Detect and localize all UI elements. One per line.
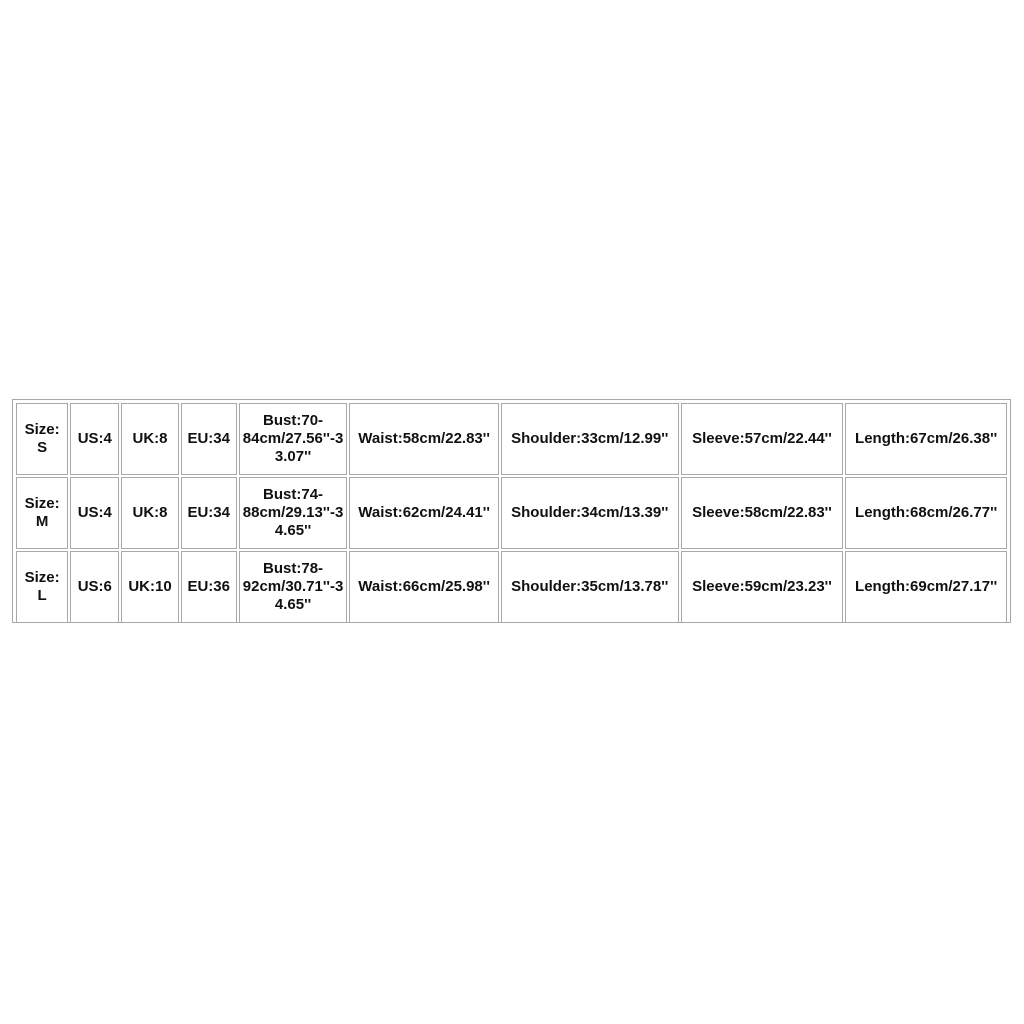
waist-cell: Waist:62cm/24.41'' bbox=[349, 477, 499, 549]
length-cell: Length:67cm/26.38'' bbox=[845, 403, 1007, 475]
bust-cell: Bust:70-84cm/27.56''-33.07'' bbox=[239, 403, 347, 475]
size-row-l bbox=[16, 551, 1007, 623]
eu-size-cell: EU:34 bbox=[181, 403, 237, 475]
sleeve-cell: Sleeve:59cm/23.23'' bbox=[681, 551, 844, 623]
eu-size-cell: EU:36 bbox=[181, 551, 237, 623]
size-row-s bbox=[16, 403, 1007, 475]
size-cell: Size: M bbox=[16, 477, 68, 549]
sleeve-cell: Sleeve:57cm/22.44'' bbox=[681, 403, 844, 475]
uk-size-cell: UK:10 bbox=[121, 551, 178, 623]
us-size-cell: US:4 bbox=[70, 403, 119, 475]
waist-cell: Waist:66cm/25.98'' bbox=[349, 551, 499, 623]
size-cell: Size: S bbox=[16, 403, 68, 475]
us-size-cell: US:4 bbox=[70, 477, 119, 549]
shoulder-cell: Shoulder:33cm/12.99'' bbox=[501, 403, 679, 475]
bust-cell: Bust:78-92cm/30.71''-34.65'' bbox=[239, 551, 347, 623]
size-chart bbox=[12, 399, 1011, 623]
shoulder-cell: Shoulder:35cm/13.78'' bbox=[501, 551, 679, 623]
uk-size-cell: UK:8 bbox=[121, 403, 178, 475]
us-size-cell: US:6 bbox=[70, 551, 119, 623]
size-chart-table bbox=[14, 401, 1009, 625]
uk-size-cell: UK:8 bbox=[121, 477, 178, 549]
sleeve-cell: Sleeve:58cm/22.83'' bbox=[681, 477, 844, 549]
size-row-m bbox=[16, 477, 1007, 549]
shoulder-cell: Shoulder:34cm/13.39'' bbox=[501, 477, 679, 549]
length-cell: Length:68cm/26.77'' bbox=[845, 477, 1007, 549]
length-cell: Length:69cm/27.17'' bbox=[845, 551, 1007, 623]
bust-cell: Bust:74-88cm/29.13''-34.65'' bbox=[239, 477, 347, 549]
waist-cell: Waist:58cm/22.83'' bbox=[349, 403, 499, 475]
size-cell: Size: L bbox=[16, 551, 68, 623]
eu-size-cell: EU:34 bbox=[181, 477, 237, 549]
